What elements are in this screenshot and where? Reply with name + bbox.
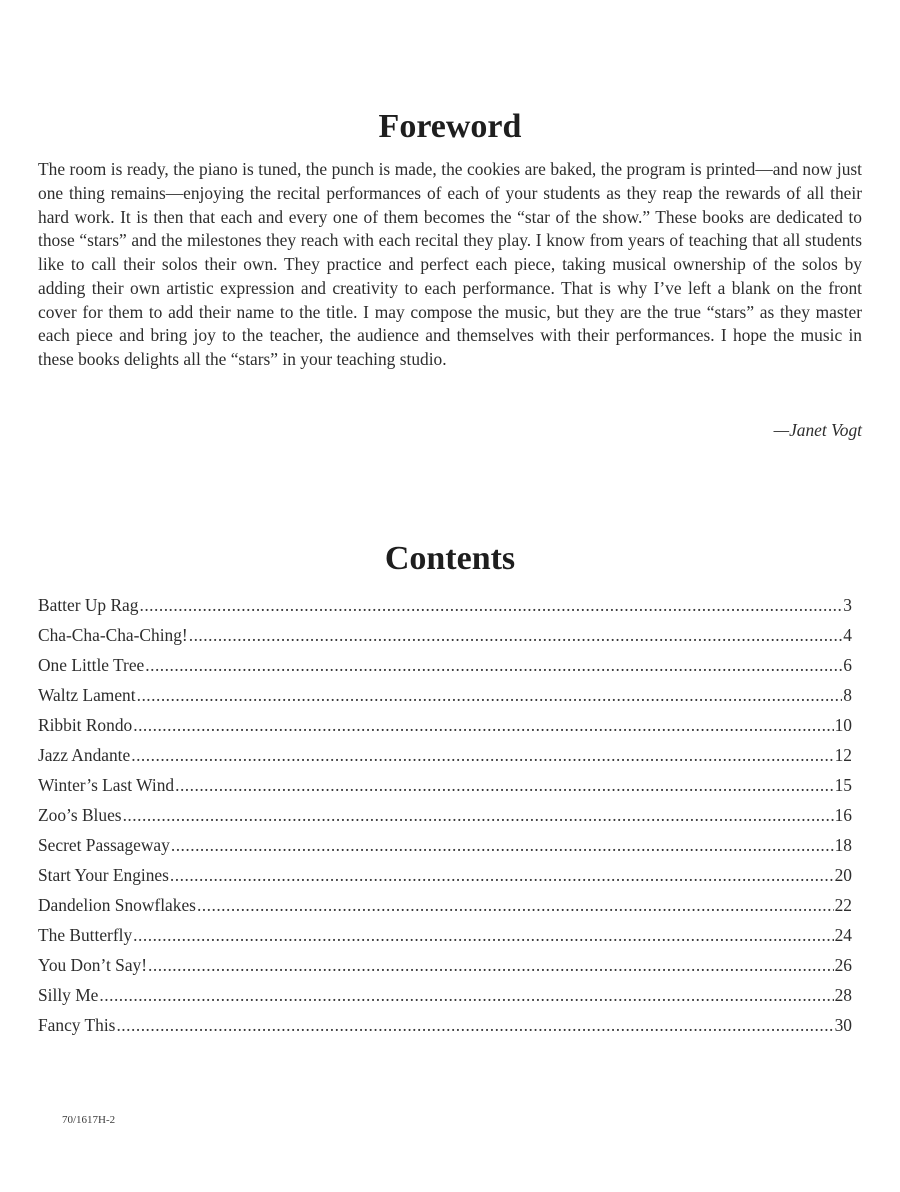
toc-entry-page: 24 bbox=[834, 925, 852, 945]
toc-dot-leader bbox=[137, 680, 843, 710]
toc-entry-title: Jazz Andante bbox=[38, 745, 131, 765]
toc-entry-page: 28 bbox=[834, 985, 852, 1005]
foreword-body: The room is ready, the piano is tuned, the punch is made, the cookies are baked, the program is printed—and now just one thing remains—enjoying the recital performances of each of your students as they reap the rewards of all their hard work. It is then that each and every one of them becomes the “star of the show.” These books are dedicated to those “stars” and the milestones they reach with each recital they play. I know from years of teaching that all students like to call their solos their own. They practice and perfect each piece, taking musical ownership of the solos by adding their own artistic expression and creativity to each performance. That is why I’ve left a blank on the front cover for them to add their name to the title. I may compose the music, but they are the true “stars” as they master each piece and bring joy to the teacher, the audience and themselves with their performances. I hope the music in these books delights all the “stars” in your teaching studio. bbox=[38, 159, 862, 369]
toc-entry-page: 18 bbox=[834, 835, 852, 855]
toc-entry-title: One Little Tree bbox=[38, 655, 145, 675]
toc-dot-leader bbox=[133, 710, 833, 740]
toc-entry-page: 10 bbox=[834, 715, 852, 735]
catalog-code: 70/1617H-2 bbox=[62, 1114, 116, 1126]
toc-dot-leader bbox=[145, 650, 842, 680]
toc-entry-page: 16 bbox=[834, 805, 852, 825]
toc-dot-leader bbox=[123, 800, 834, 830]
toc-entry bbox=[38, 860, 852, 890]
toc-dot-leader bbox=[139, 590, 842, 620]
contents-title: Contents bbox=[384, 540, 516, 577]
table-of-contents bbox=[38, 590, 852, 1040]
toc-dot-leader bbox=[170, 860, 834, 890]
toc-entry bbox=[38, 770, 852, 800]
toc-entry bbox=[38, 800, 852, 830]
toc-entry-page: 6 bbox=[843, 655, 852, 675]
toc-entry-title: The Butterfly bbox=[38, 925, 133, 945]
toc-entry-page: 12 bbox=[834, 745, 852, 765]
toc-dot-leader bbox=[131, 740, 833, 770]
toc-dot-leader bbox=[171, 830, 834, 860]
toc-entry-title: Waltz Lament bbox=[38, 685, 136, 705]
toc-entry-title: Batter Up Rag bbox=[38, 595, 139, 615]
toc-entry bbox=[38, 650, 852, 680]
toc-entry bbox=[38, 620, 852, 650]
toc-entry bbox=[38, 980, 852, 1010]
toc-entry-title: Dandelion Snowflakes bbox=[38, 895, 196, 915]
toc-entry bbox=[38, 830, 852, 860]
toc-entry-page: 26 bbox=[834, 955, 852, 975]
toc-dot-leader bbox=[133, 920, 833, 950]
toc-entry-title: Ribbit Rondo bbox=[38, 715, 133, 735]
toc-entry-page: 8 bbox=[843, 685, 852, 705]
toc-dot-leader bbox=[116, 1010, 833, 1040]
toc-dot-leader bbox=[197, 890, 834, 920]
toc-entry bbox=[38, 890, 852, 920]
toc-entry bbox=[38, 740, 852, 770]
toc-entry-page: 3 bbox=[843, 595, 852, 615]
toc-entry bbox=[38, 590, 852, 620]
toc-entry bbox=[38, 1010, 852, 1040]
toc-entry-title: Winter’s Last Wind bbox=[38, 775, 175, 795]
toc-entry bbox=[38, 680, 852, 710]
toc-entry bbox=[38, 950, 852, 980]
toc-dot-leader bbox=[175, 770, 834, 800]
toc-entry-title: Start Your Engines bbox=[38, 865, 169, 885]
toc-dot-leader bbox=[189, 620, 843, 650]
foreword-title: Foreword bbox=[378, 108, 522, 145]
toc-dot-leader bbox=[99, 980, 833, 1010]
toc-entry-title: Fancy This bbox=[38, 1015, 116, 1035]
toc-entry bbox=[38, 710, 852, 740]
toc-entry-page: 4 bbox=[843, 625, 852, 645]
toc-entry-page: 15 bbox=[834, 775, 852, 795]
toc-entry-title: Zoo’s Blues bbox=[38, 805, 122, 825]
toc-entry-title: Silly Me bbox=[38, 985, 99, 1005]
toc-entry-title: You Don’t Say! bbox=[38, 955, 148, 975]
toc-entry-title: Cha-Cha-Cha-Ching! bbox=[38, 625, 188, 645]
toc-entry bbox=[38, 920, 852, 950]
toc-entry-page: 20 bbox=[834, 865, 852, 885]
toc-entry-page: 30 bbox=[834, 1015, 852, 1035]
foreword-signature: —Janet Vogt bbox=[773, 420, 862, 440]
toc-entry-page: 22 bbox=[834, 895, 852, 915]
toc-entry-title: Secret Passageway bbox=[38, 835, 170, 855]
toc-dot-leader bbox=[148, 950, 834, 980]
